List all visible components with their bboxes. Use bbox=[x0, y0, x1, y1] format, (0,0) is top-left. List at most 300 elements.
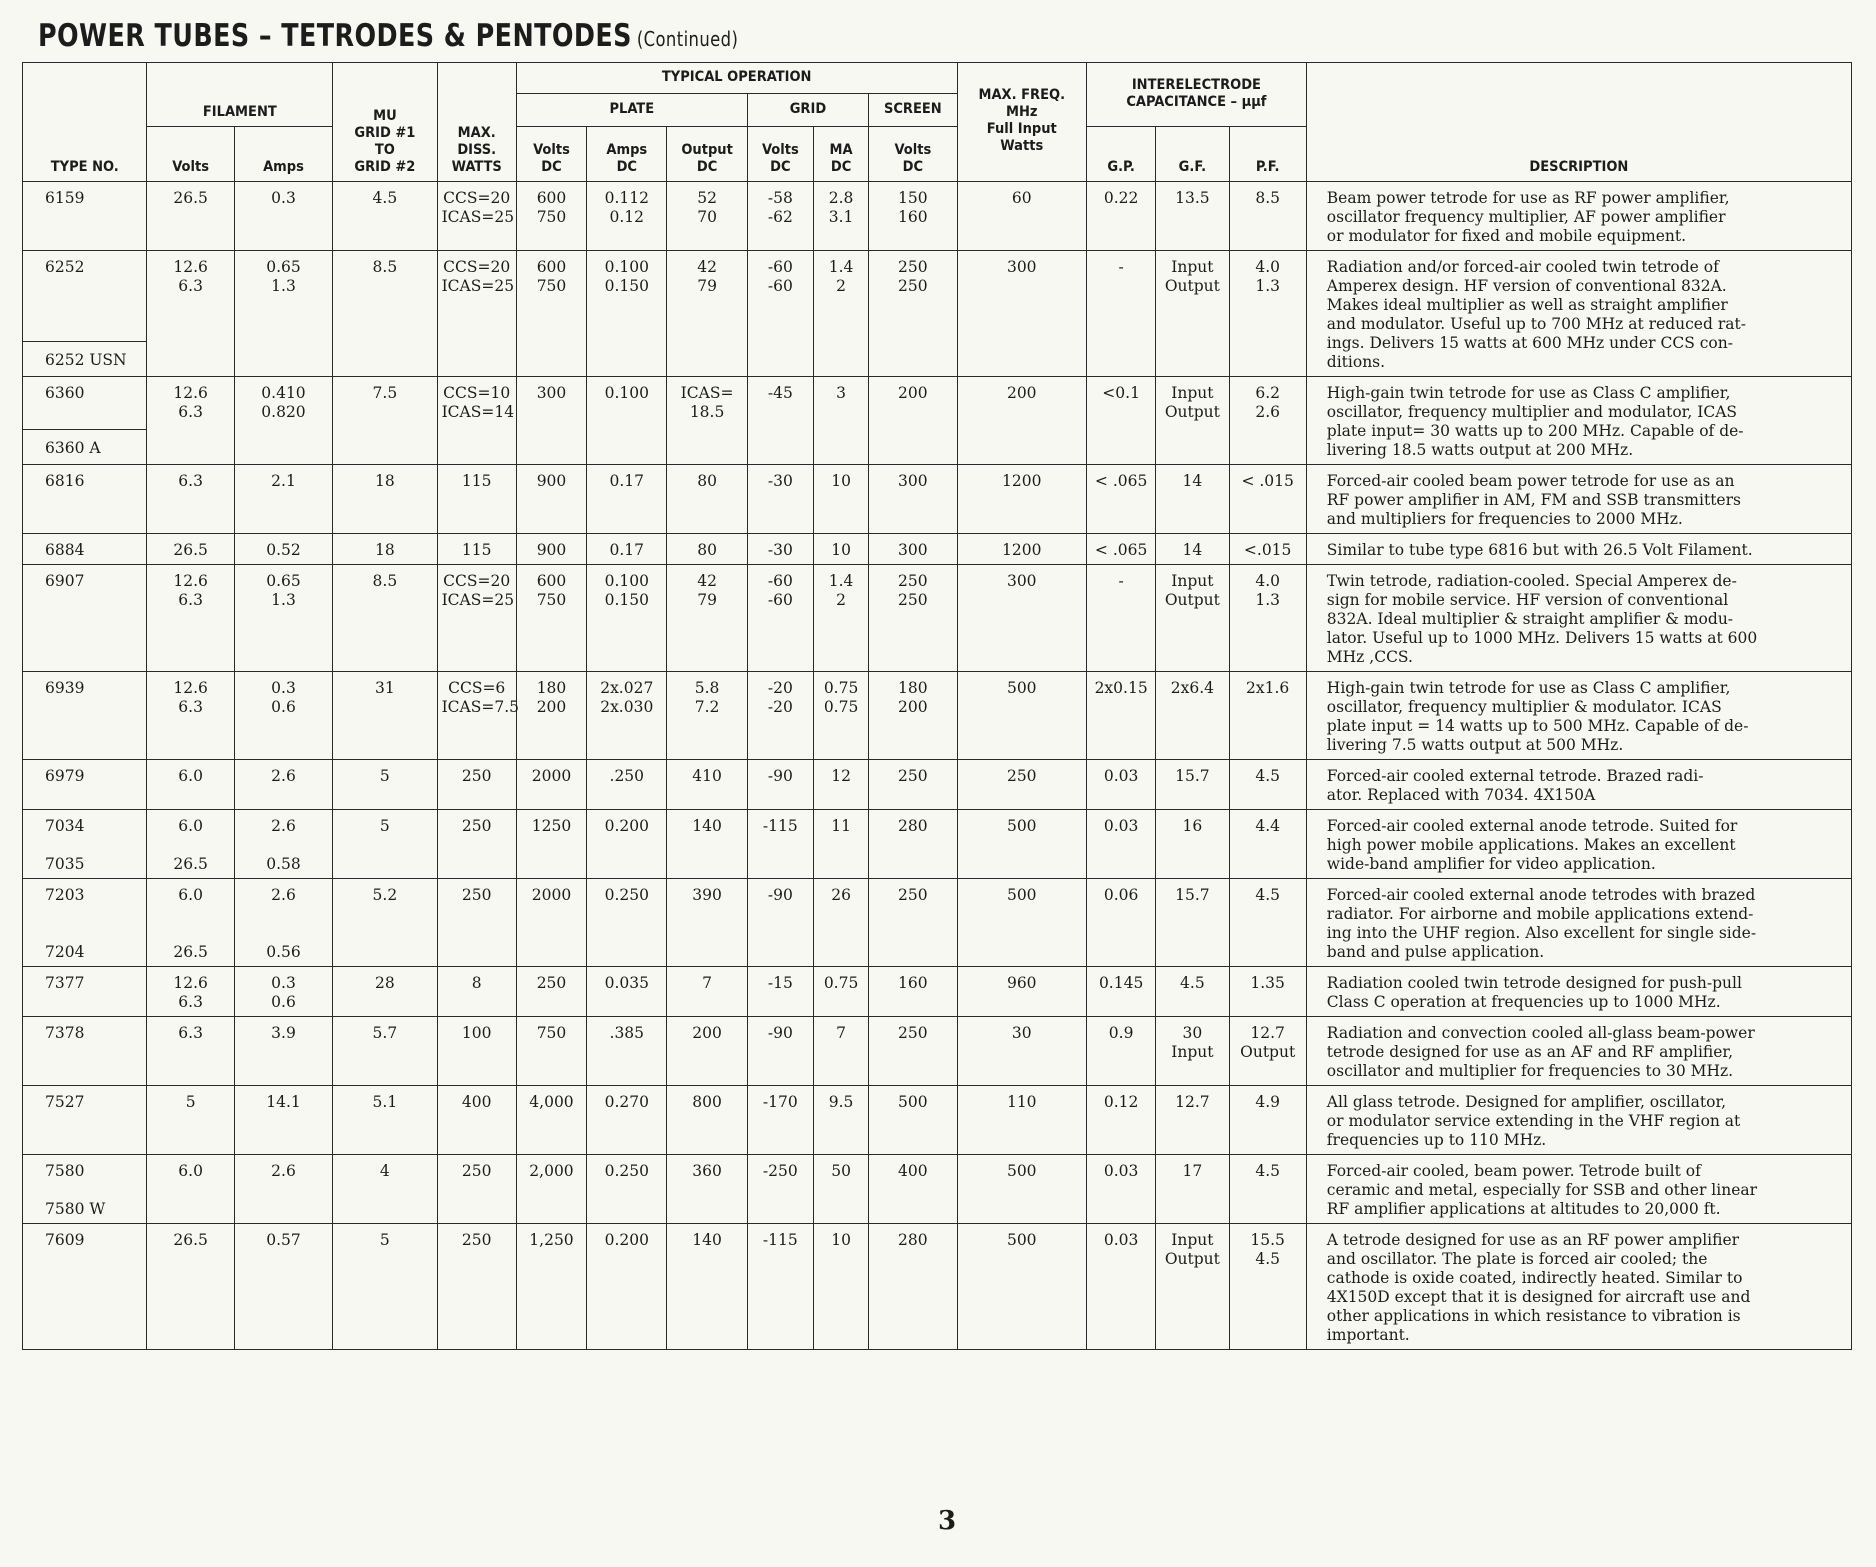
cell-gf bbox=[1156, 810, 1229, 879]
cell-filament-amps bbox=[234, 1086, 332, 1155]
cell-line: 15.7 bbox=[1175, 886, 1210, 904]
cell-screen-volts bbox=[869, 565, 957, 672]
cell-line: 4.5 bbox=[372, 189, 398, 207]
cell-gp bbox=[1087, 879, 1156, 967]
cell-gp bbox=[1087, 672, 1156, 760]
cell-line: 1.3 bbox=[271, 591, 296, 609]
cell-line: sign for mobile service. HF version of conventional bbox=[1326, 591, 1729, 609]
cell-line: 8.5 bbox=[372, 258, 398, 276]
cell-line: 18.5 bbox=[689, 403, 725, 421]
cell-plate-volts bbox=[516, 1086, 586, 1155]
cell-pf bbox=[1229, 810, 1306, 879]
cell-filament-amps bbox=[234, 534, 332, 565]
cell-grid-ma bbox=[813, 879, 868, 967]
cell-gp bbox=[1087, 1224, 1156, 1350]
cell-line: 6.0 bbox=[178, 886, 203, 904]
cell-line: 12.6 bbox=[173, 572, 208, 590]
cell-grid-ma bbox=[813, 565, 868, 672]
cell-line: 8.5 bbox=[372, 572, 398, 590]
cell-line: 5 bbox=[379, 767, 390, 785]
table-body bbox=[23, 182, 1852, 1350]
cell-line: 4.0 bbox=[1255, 258, 1280, 276]
cell-grid-ma bbox=[813, 760, 868, 810]
cell-line: 7204 bbox=[45, 943, 85, 961]
cell-description bbox=[1306, 182, 1851, 251]
cell-plate-amps bbox=[587, 672, 667, 760]
cell-gf bbox=[1156, 251, 1229, 377]
cell-line: Radiation cooled twin tetrode designed for push-pull bbox=[1326, 974, 1742, 992]
cell-line: 12.7 bbox=[1175, 1093, 1210, 1111]
cell-line: 0.250 bbox=[604, 886, 649, 904]
cell-line: 6.0 bbox=[178, 767, 203, 785]
cell-gp bbox=[1087, 251, 1156, 377]
cell-line: Input bbox=[1171, 384, 1214, 402]
page-title-text: POWER TUBES – TETRODES & PENTODES bbox=[38, 18, 632, 54]
cell-description bbox=[1306, 672, 1851, 760]
cell-line: 1.35 bbox=[1250, 974, 1285, 992]
cell-line: 250 bbox=[461, 886, 492, 904]
cell-line: 7 bbox=[702, 974, 712, 992]
cell-grid-volts bbox=[747, 1017, 813, 1086]
cell-filament-amps bbox=[234, 672, 332, 760]
cell-plate-output bbox=[667, 182, 747, 251]
cell-gf bbox=[1156, 534, 1229, 565]
cell-line: wide-band amplifier for video application. bbox=[1326, 855, 1656, 873]
cell-line: 18 bbox=[375, 541, 395, 559]
cell-gp bbox=[1087, 465, 1156, 534]
cell-line: 8 bbox=[471, 974, 482, 992]
cell-line: ICAS=25 bbox=[441, 208, 515, 226]
cell-line: lator. Useful up to 1000 MHz. Delivers 15 watts at 600 bbox=[1326, 629, 1758, 647]
cell-line: oscillator frequency multiplier, AF power amplifier bbox=[1326, 208, 1726, 226]
cell-line: 7035 bbox=[45, 855, 85, 873]
cell-line: 0.75 bbox=[823, 974, 859, 992]
cell-line: ing into the UHF region. Also excellent for single side- bbox=[1326, 924, 1757, 942]
cell-line: 12.6 bbox=[173, 679, 208, 697]
cell-line: RF amplifier applications at altitudes to 20,000 ft. bbox=[1326, 1200, 1721, 1218]
cell-type-no bbox=[23, 251, 147, 377]
cell-line: 0.100 bbox=[604, 384, 649, 402]
cell-line: 7580 W bbox=[45, 1200, 106, 1218]
cell-line: 2.6 bbox=[271, 767, 296, 785]
cell-description bbox=[1306, 465, 1851, 534]
table-row bbox=[23, 251, 1852, 377]
cell-line: 0.58 bbox=[266, 855, 301, 873]
cell-line: .385 bbox=[609, 1024, 645, 1042]
cell-line: 250 bbox=[1006, 767, 1037, 785]
cell-max-diss bbox=[437, 182, 516, 251]
header-gp: G.P. bbox=[1087, 127, 1156, 182]
cell-line: 42 bbox=[697, 258, 717, 276]
cell-line: 6816 bbox=[45, 472, 85, 490]
cell-line: 5 bbox=[379, 817, 390, 835]
cell-line: -30 bbox=[767, 472, 793, 490]
cell-line: 0.150 bbox=[604, 277, 649, 295]
cell-line: band and pulse application. bbox=[1326, 943, 1545, 961]
cell-line: 11 bbox=[831, 817, 851, 835]
cell-line: 200 bbox=[898, 698, 928, 716]
cell-pf bbox=[1229, 534, 1306, 565]
cell-line: radiator. For airborne and mobile applications extend- bbox=[1326, 905, 1754, 923]
cell-line: 6.0 bbox=[178, 817, 203, 835]
cell-line: Output bbox=[1164, 403, 1220, 421]
cell-line: RF power amplifier in AM, FM and SSB transmitters bbox=[1326, 491, 1741, 509]
cell-type-no bbox=[23, 1224, 147, 1350]
cell-line: 26.5 bbox=[173, 855, 208, 873]
cell-line: Forced-air cooled external anode tetrode. Suited for bbox=[1326, 817, 1738, 835]
cell-plate-output bbox=[667, 1155, 747, 1224]
cell-line: ICAS=7.5 bbox=[441, 698, 519, 716]
cell-filament-volts bbox=[147, 1224, 234, 1350]
cell-max-diss bbox=[437, 810, 516, 879]
cell-grid-ma bbox=[813, 182, 868, 251]
cell-gf bbox=[1156, 967, 1229, 1017]
cell-line: 5 bbox=[379, 1231, 390, 1249]
cell-description bbox=[1306, 810, 1851, 879]
cell-max-diss bbox=[437, 1224, 516, 1350]
cell-plate-amps bbox=[587, 810, 667, 879]
cell-screen-volts bbox=[869, 465, 957, 534]
cell-grid-ma bbox=[813, 672, 868, 760]
cell-line: 4X150D except that it is designed for aircraft use and bbox=[1326, 1288, 1751, 1306]
cell-line: 140 bbox=[692, 1231, 722, 1249]
cell-line: 0.3 bbox=[271, 189, 296, 207]
cell-line: 6.0 bbox=[178, 1162, 203, 1180]
cell-line: 1.4 bbox=[828, 258, 854, 276]
table-row bbox=[23, 1155, 1852, 1224]
cell-screen-volts bbox=[869, 1017, 957, 1086]
cell-line: 0.65 bbox=[266, 258, 301, 276]
cell-line bbox=[45, 836, 142, 855]
cell-max-freq bbox=[957, 810, 1086, 879]
cell-line: -45 bbox=[767, 384, 793, 402]
cell-pf bbox=[1229, 967, 1306, 1017]
cell-line: 0.12 bbox=[1103, 1093, 1139, 1111]
cell-max-freq bbox=[957, 251, 1086, 377]
cell-line: Output bbox=[1240, 1043, 1296, 1061]
cell-line: 250 bbox=[898, 767, 928, 785]
cell-line: Amperex design. HF version of conventional 832A. bbox=[1326, 277, 1727, 295]
cell-line: 250 bbox=[898, 1024, 928, 1042]
cell-line: 4.5 bbox=[1255, 1250, 1280, 1268]
cell-type-no bbox=[23, 879, 147, 967]
cell-line: High-gain twin tetrode for use as Class C amplifier, bbox=[1326, 384, 1731, 402]
cell-line: 15.7 bbox=[1175, 767, 1210, 785]
cell-line: ditions. bbox=[1326, 353, 1386, 371]
cell-mu bbox=[333, 1155, 437, 1224]
cell-line bbox=[151, 836, 229, 855]
cell-plate-amps bbox=[587, 879, 667, 967]
cell-description bbox=[1306, 1224, 1851, 1350]
header-max-diss: MAX. DISS. WATTS bbox=[437, 63, 516, 182]
cell-line: -20 bbox=[767, 698, 793, 716]
cell-gp bbox=[1087, 1086, 1156, 1155]
cell-line: 6.3 bbox=[178, 472, 203, 490]
cell-line: .250 bbox=[609, 767, 645, 785]
cell-line: 7.5 bbox=[372, 384, 398, 402]
cell-line: 2.6 bbox=[1255, 403, 1280, 421]
header-typical-operation: TYPICAL OPERATION bbox=[516, 63, 957, 94]
cell-line: A tetrode designed for use as an RF power amplifier bbox=[1326, 1231, 1740, 1249]
cell-plate-volts bbox=[516, 565, 586, 672]
cell-max-diss bbox=[437, 1155, 516, 1224]
cell-line: MHz ,CCS. bbox=[1326, 648, 1413, 666]
cell-line: 2.6 bbox=[271, 817, 296, 835]
cell-grid-volts bbox=[747, 1155, 813, 1224]
cell-line: -90 bbox=[767, 767, 793, 785]
cell-grid-ma bbox=[813, 465, 868, 534]
cell-line: 2.6 bbox=[271, 1162, 296, 1180]
cell-line: 12.7 bbox=[1250, 1024, 1285, 1042]
cell-line: 0.200 bbox=[604, 1231, 649, 1249]
cell-max-freq bbox=[957, 760, 1086, 810]
cell-line: -60 bbox=[767, 591, 793, 609]
cell-line: 500 bbox=[1006, 886, 1037, 904]
cell-line: 100 bbox=[461, 1024, 492, 1042]
cell-plate-volts bbox=[516, 377, 586, 465]
cell-max-diss bbox=[437, 251, 516, 377]
cell-line: 1250 bbox=[531, 817, 572, 835]
cell-max-freq bbox=[957, 465, 1086, 534]
cell-line: CCS=10 bbox=[443, 384, 511, 402]
cell-line: or modulator service extending in the VHF region at bbox=[1326, 1112, 1741, 1130]
cell-line: 1,250 bbox=[529, 1231, 574, 1249]
cell-plate-output bbox=[667, 465, 747, 534]
cell-screen-volts bbox=[869, 810, 957, 879]
cell-max-freq bbox=[957, 1155, 1086, 1224]
cell-mu bbox=[333, 672, 437, 760]
cell-line: 0.56 bbox=[266, 943, 301, 961]
cell-mu bbox=[333, 377, 437, 465]
cell-plate-amps bbox=[587, 377, 667, 465]
cell-plate-volts bbox=[516, 1224, 586, 1350]
cell-line: 250 bbox=[898, 572, 928, 590]
cell-grid-volts bbox=[747, 534, 813, 565]
cell-line: 8.5 bbox=[1255, 189, 1280, 207]
cell-pf bbox=[1229, 251, 1306, 377]
cell-line bbox=[45, 924, 142, 943]
cell-line: 4.5 bbox=[1255, 767, 1280, 785]
cell-line: 26 bbox=[831, 886, 851, 904]
cell-line: -170 bbox=[762, 1093, 798, 1111]
table-row bbox=[23, 1086, 1852, 1155]
cell-max-freq bbox=[957, 534, 1086, 565]
cell-line bbox=[45, 1181, 142, 1200]
cell-line: CCS=6 bbox=[448, 679, 506, 697]
cell-gf bbox=[1156, 1086, 1229, 1155]
cell-line: 5.8 bbox=[694, 679, 720, 697]
cell-line: <0.1 bbox=[1102, 384, 1140, 402]
cell-type-no bbox=[23, 810, 147, 879]
cell-plate-volts bbox=[516, 879, 586, 967]
cell-line: 5.1 bbox=[372, 1093, 398, 1111]
cell-line: 30 bbox=[1011, 1024, 1032, 1042]
cell-max-diss bbox=[437, 565, 516, 672]
cell-gp bbox=[1087, 1017, 1156, 1086]
cell-pf bbox=[1229, 565, 1306, 672]
cell-line: 6.3 bbox=[178, 698, 203, 716]
cell-type-no bbox=[23, 1155, 147, 1224]
cell-line: 0.6 bbox=[271, 698, 296, 716]
cell-line: 250 bbox=[461, 817, 492, 835]
cell-line: 750 bbox=[536, 208, 567, 226]
cell-line: 0.03 bbox=[1103, 1231, 1139, 1249]
cell-line: 30 bbox=[1182, 1024, 1203, 1042]
cell-line: 7203 bbox=[45, 886, 85, 904]
cell-filament-amps bbox=[234, 182, 332, 251]
cell-line: -115 bbox=[762, 1231, 798, 1249]
cell-line: <.015 bbox=[1243, 541, 1292, 559]
cell-line: 0.270 bbox=[604, 1093, 649, 1111]
cell-line: ator. Replaced with 7034. 4X150A bbox=[1326, 786, 1596, 804]
cell-max-freq bbox=[957, 182, 1086, 251]
cell-line: 12.6 bbox=[173, 258, 208, 276]
cell-line: -15 bbox=[767, 974, 793, 992]
cell-line: 26.5 bbox=[173, 943, 208, 961]
page-subtitle: (Continued) bbox=[636, 27, 739, 51]
cell-pf bbox=[1229, 1155, 1306, 1224]
cell-filament-amps bbox=[234, 1155, 332, 1224]
cell-line bbox=[239, 905, 328, 924]
cell-line: 1.3 bbox=[271, 277, 296, 295]
cell-mu bbox=[333, 251, 437, 377]
header-filament-volts: Volts bbox=[147, 127, 234, 182]
cell-grid-ma bbox=[813, 377, 868, 465]
cell-line: 280 bbox=[898, 817, 928, 835]
cell-line: 26.5 bbox=[173, 1231, 208, 1249]
cell-line: 4,000 bbox=[529, 1093, 574, 1111]
cell-line: 200 bbox=[1006, 384, 1037, 402]
cell-line: 6.3 bbox=[178, 993, 203, 1011]
cell-grid-volts bbox=[747, 1086, 813, 1155]
cell-plate-output bbox=[667, 760, 747, 810]
cell-line: -20 bbox=[767, 679, 793, 697]
cell-pf bbox=[1229, 1086, 1306, 1155]
cell-plate-output bbox=[667, 534, 747, 565]
cell-line: 3.9 bbox=[271, 1024, 296, 1042]
cell-description bbox=[1306, 1086, 1851, 1155]
cell-line: 200 bbox=[536, 698, 567, 716]
cell-line: 0.06 bbox=[1103, 886, 1139, 904]
cell-line: 2,000 bbox=[529, 1162, 574, 1180]
cell-line: 0.100 bbox=[604, 572, 649, 590]
table-row bbox=[23, 182, 1852, 251]
cell-screen-volts bbox=[869, 1086, 957, 1155]
cell-line: 600 bbox=[536, 189, 567, 207]
cell-gf bbox=[1156, 1155, 1229, 1224]
header-plate-amps: Amps DC bbox=[587, 127, 667, 182]
cell-grid-volts bbox=[747, 251, 813, 377]
cell-line: 0.9 bbox=[1108, 1024, 1134, 1042]
cell-line: 10 bbox=[831, 472, 851, 490]
cell-plate-amps bbox=[587, 251, 667, 377]
cell-line: 80 bbox=[697, 472, 717, 490]
cell-line: 10 bbox=[831, 1231, 851, 1249]
cell-plate-volts bbox=[516, 967, 586, 1017]
cell-pf bbox=[1229, 1224, 1306, 1350]
cell-type-no bbox=[23, 534, 147, 565]
cell-line bbox=[239, 836, 328, 855]
cell-line: 2 bbox=[836, 277, 846, 295]
cell-line: 79 bbox=[697, 277, 717, 295]
cell-line: 7527 bbox=[45, 1093, 85, 1111]
cell-plate-output bbox=[667, 251, 747, 377]
cell-line: < .065 bbox=[1094, 472, 1148, 490]
cell-line: 2x1.6 bbox=[1246, 679, 1290, 697]
cell-filament-volts bbox=[147, 672, 234, 760]
cell-line: 140 bbox=[692, 817, 722, 835]
cell-max-freq bbox=[957, 879, 1086, 967]
cell-plate-amps bbox=[587, 760, 667, 810]
cell-line: Radiation and/or forced-air cooled twin tetrode of bbox=[1326, 258, 1719, 276]
cell-line: Forced-air cooled external tetrode. Brazed radi- bbox=[1326, 767, 1704, 785]
cell-line: - bbox=[1118, 572, 1124, 590]
cell-filament-volts bbox=[147, 879, 234, 967]
cell-line: 500 bbox=[1006, 1162, 1037, 1180]
cell-grid-volts bbox=[747, 565, 813, 672]
cell-line: 180 bbox=[898, 679, 928, 697]
cell-line: 6.3 bbox=[178, 591, 203, 609]
cell-line: 0.65 bbox=[266, 572, 301, 590]
cell-max-diss bbox=[437, 465, 516, 534]
cell-line: 0.52 bbox=[266, 541, 301, 559]
cell-line: 2000 bbox=[531, 886, 572, 904]
cell-filament-volts bbox=[147, 182, 234, 251]
cell-gp bbox=[1087, 1155, 1156, 1224]
cell-max-diss bbox=[437, 1086, 516, 1155]
cell-type-no bbox=[23, 377, 147, 465]
cell-grid-ma bbox=[813, 1224, 868, 1350]
cell-line: 410 bbox=[692, 767, 722, 785]
cell-description bbox=[1306, 251, 1851, 377]
cell-filament-volts bbox=[147, 967, 234, 1017]
cell-filament-amps bbox=[234, 377, 332, 465]
cell-line: CCS=20 bbox=[443, 572, 511, 590]
cell-type-no bbox=[23, 1017, 147, 1086]
cell-gp bbox=[1087, 760, 1156, 810]
cell-line: Twin tetrode, radiation-cooled. Special Amperex de- bbox=[1326, 572, 1737, 590]
cell-gf bbox=[1156, 672, 1229, 760]
cell-line: 600 bbox=[536, 572, 567, 590]
cell-description bbox=[1306, 967, 1851, 1017]
cell-gp bbox=[1087, 182, 1156, 251]
cell-line: 2x6.4 bbox=[1170, 679, 1215, 697]
header-gf: G.F. bbox=[1156, 127, 1229, 182]
cell-line: 6939 bbox=[45, 679, 85, 697]
cell-line: plate input= 30 watts up to 200 MHz. Capable of de- bbox=[1326, 422, 1744, 440]
cell-line: 750 bbox=[536, 1024, 567, 1042]
cell-gp bbox=[1087, 565, 1156, 672]
cell-line: 280 bbox=[898, 1231, 928, 1249]
cell-line: 1.3 bbox=[1255, 591, 1280, 609]
cell-screen-volts bbox=[869, 182, 957, 251]
cell-line: 1.4 bbox=[828, 572, 854, 590]
cell-line: Output bbox=[1164, 1250, 1220, 1268]
table-row bbox=[23, 879, 1852, 967]
cell-max-diss bbox=[437, 1017, 516, 1086]
cell-line: 832A. Ideal multiplier & straight amplifier & modu- bbox=[1326, 610, 1734, 628]
cell-line: 0.75 bbox=[823, 698, 859, 716]
cell-plate-output bbox=[667, 879, 747, 967]
cell-line: oscillator and multiplier for frequencies to 30 MHz. bbox=[1326, 1062, 1734, 1080]
cell-line: Output bbox=[1164, 277, 1220, 295]
header-screen-volts: Volts DC bbox=[869, 127, 957, 182]
cell-grid-volts bbox=[747, 967, 813, 1017]
cell-line: Output bbox=[1164, 591, 1220, 609]
cell-line: 0.145 bbox=[1098, 974, 1144, 992]
cell-line: 160 bbox=[898, 974, 928, 992]
header-max-freq: MAX. FREQ. MHz Full Input Watts bbox=[957, 63, 1086, 182]
